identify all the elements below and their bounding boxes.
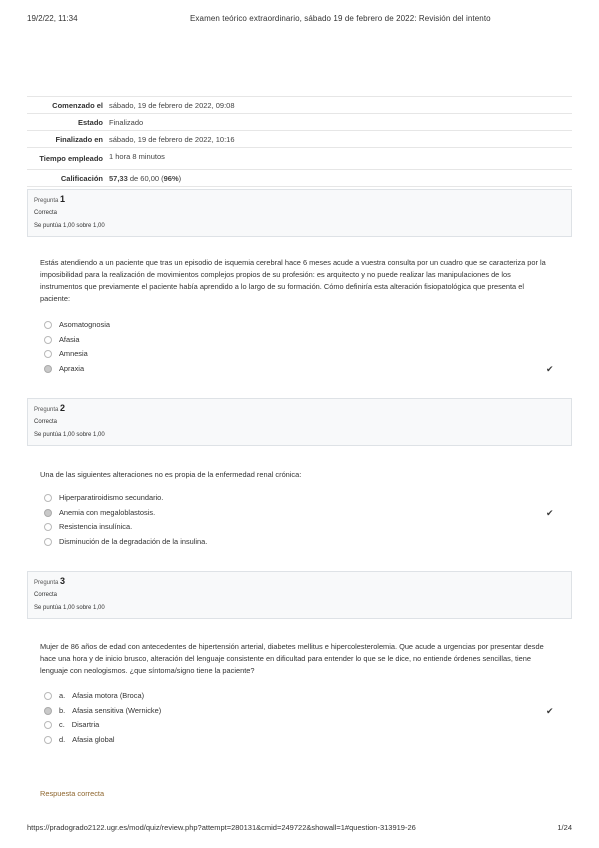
summary-value: sábado, 19 de febrero de 2022, 09:08: [109, 101, 235, 110]
radio-button[interactable]: [44, 350, 52, 358]
answer-text: Hiperparatiroidismo secundario.: [59, 493, 164, 502]
answer-option[interactable]: [44, 520, 559, 535]
summary-row-grade: [27, 169, 572, 187]
question-number-value: 2: [60, 403, 66, 413]
summary-label: Estado: [77, 118, 103, 127]
correct-check-icon: ✔: [546, 507, 554, 518]
question-number-value: 1: [60, 194, 66, 204]
answer-option[interactable]: [44, 347, 559, 362]
grade-score: 57,33: [109, 174, 128, 183]
radio-button-checked[interactable]: [44, 365, 52, 373]
radio-button-checked[interactable]: [44, 509, 52, 517]
question-number: [34, 576, 565, 589]
question-number: [34, 194, 565, 207]
answer-option[interactable]: [44, 318, 559, 333]
answer-text: Afasia: [59, 334, 80, 344]
question-grade: Se puntúa 1,00 sobre 1,00: [34, 223, 105, 229]
question-info-2: [27, 398, 572, 446]
radio-button[interactable]: [44, 336, 52, 344]
print-date: 19/2/22, 11:34: [27, 14, 78, 23]
answer-option-selected[interactable]: [44, 506, 559, 521]
answer-option[interactable]: [44, 718, 559, 733]
radio-button[interactable]: [44, 721, 52, 729]
summary-grade-value: [109, 173, 181, 184]
answer-text: Amnesia: [59, 349, 88, 358]
answer-text: Disminución de la degradación de la insulina.: [59, 536, 208, 546]
answer-option[interactable]: [44, 689, 559, 704]
answer-option[interactable]: [44, 535, 559, 550]
question-state: Correcta: [34, 419, 58, 425]
question-number: [34, 403, 565, 416]
question-prefix: Pregunta: [34, 407, 59, 413]
summary-value: sábado, 19 de febrero de 2022, 10:16: [109, 135, 235, 144]
answer-list-3: [44, 689, 559, 747]
question-text-1: Estás atendiendo a un paciente que tras un episodio de isquemia cerebral hace 6 meses acude a vuestra consulta por un cuadro que se caracteriza por la imposibilidad para la realización de movimientos complejos propios de su profesión: es arquitecto y no puede realizar las manipulaciones de los instrumentos que previamente el paciente había aprendido a lo largo de su formación. Cómo definiría esta alteración fisiopatológica que presenta el paciente:: [40, 258, 546, 303]
question-state: Correcta: [34, 592, 58, 598]
print-page-number: 1/24: [557, 823, 572, 832]
question-text-3: Mujer de 86 años de edad con antecedentes de hipertensión arterial, diabetes mellitus e hipercolesterolemia. Que acude a urgencias por presentar desde hace una hora y de inicio brusco, alteración del lenguaje consistente en dificultad para entender lo que se le dice, no entiende órdenes sencillas, tiene lenguaje con neologismos. ¿que síntoma/signo tiene la paciente?: [40, 642, 544, 675]
summary-label: Comenzado el: [52, 101, 103, 110]
answer-option-selected[interactable]: [44, 362, 559, 377]
attempt-summary-table: [27, 96, 572, 187]
print-title: Examen teórico extraordinario, sábado 19 de febrero de 2022: Revisión del intento: [190, 14, 491, 23]
question-outcome: Respuesta correcta: [40, 789, 105, 798]
radio-button[interactable]: [44, 523, 52, 531]
question-info-3: [27, 571, 572, 619]
answer-text: Apraxia: [59, 363, 85, 373]
grade-percent: 96%: [163, 174, 179, 183]
question-grade: Se puntúa 1,00 sobre 1,00: [34, 605, 105, 611]
summary-label: Calificación: [60, 174, 103, 183]
radio-button[interactable]: [44, 494, 52, 502]
grade-max: de 60,00 (: [127, 174, 164, 183]
answer-letter: a.: [59, 691, 66, 700]
answer-list-1: [44, 318, 559, 376]
question-prefix: Pregunta: [34, 198, 59, 204]
answer-text: Afasia motora (Broca): [72, 691, 145, 700]
print-url: https://pradogrado2122.ugr.es/mod/quiz/review.php?attempt=280131&cmid=249722&showall=1#question-313919-26: [27, 823, 416, 832]
radio-button[interactable]: [44, 538, 52, 546]
answer-text: Resistencia insulínica.: [59, 522, 133, 531]
answer-letter: b.: [59, 705, 66, 715]
answer-text: Asomatognosia: [59, 320, 110, 329]
summary-row-started: [27, 96, 572, 113]
print-header: [0, 14, 599, 26]
correct-check-icon: ✔: [546, 363, 554, 374]
correct-check-icon: ✔: [546, 705, 554, 716]
radio-button-checked[interactable]: [44, 707, 52, 715]
summary-value: Finalizado: [109, 118, 144, 127]
summary-row-time-taken: [27, 147, 572, 169]
grade-close: ): [178, 174, 182, 183]
answer-letter: c.: [59, 720, 65, 729]
question-text-2: Una de las siguientes alteraciones no es propia de la enfermedad renal crónica:: [40, 470, 302, 479]
summary-label: Finalizado en: [55, 135, 103, 144]
question-grade: Se puntúa 1,00 sobre 1,00: [34, 432, 105, 438]
summary-label: Tiempo empleado: [39, 154, 103, 163]
answer-text: Afasia global: [72, 734, 115, 744]
answer-text: Disartria: [71, 720, 100, 729]
radio-button[interactable]: [44, 692, 52, 700]
summary-value: 1 hora 8 minutos: [109, 152, 165, 161]
question-prefix: Pregunta: [34, 580, 59, 586]
question-state: Correcta: [34, 210, 58, 216]
radio-button[interactable]: [44, 736, 52, 744]
summary-row-state: [27, 113, 572, 130]
radio-button[interactable]: [44, 321, 52, 329]
answer-letter: d.: [59, 734, 66, 744]
question-number-value: 3: [60, 576, 66, 586]
question-info-1: [27, 189, 572, 237]
answer-option[interactable]: [44, 333, 559, 348]
answer-option[interactable]: [44, 491, 559, 506]
answer-text: Afasia sensitiva (Wernicke): [72, 705, 162, 715]
answer-option-selected[interactable]: [44, 704, 559, 719]
answer-text: Anemia con megaloblastosis.: [59, 507, 156, 517]
answer-option[interactable]: [44, 733, 559, 748]
answer-list-2: [44, 491, 559, 549]
summary-row-finished: [27, 130, 572, 147]
